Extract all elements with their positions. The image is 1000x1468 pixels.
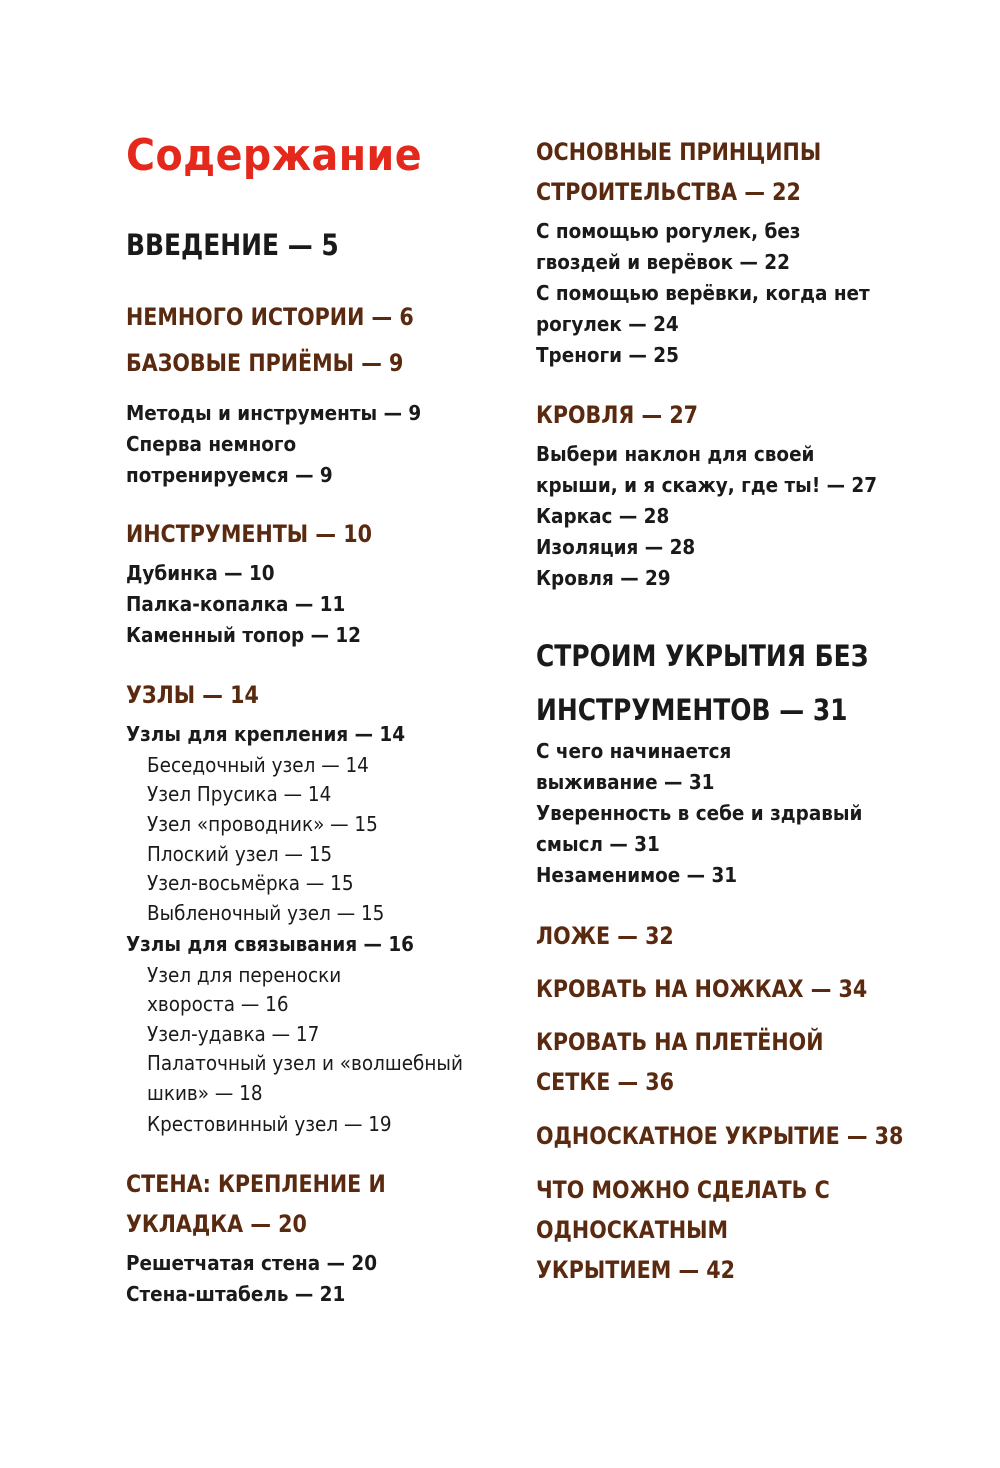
toc-item-forks-line2[interactable]: гвоздей и верёвок — 22 <box>536 250 790 274</box>
toc-item-practice-line2[interactable]: потренируемся — 9 <box>126 463 333 487</box>
toc-item-fastening-knots[interactable]: Узлы для крепления — 14 <box>126 722 406 746</box>
section-heading-basic-techniques[interactable]: БАЗОВЫЕ ПРИЁМЫ — 9 <box>126 349 404 377</box>
section-heading-woven-bed-line2[interactable]: СЕТКЕ — 36 <box>536 1068 675 1096</box>
section-heading-principles-line1[interactable]: ОСНОВНЫЕ ПРИНЦИПЫ <box>536 138 822 166</box>
section-heading-lean-to-uses-line1[interactable]: ЧТО МОЖНО СДЕЛАТЬ С <box>536 1176 830 1204</box>
toc-item-insulation[interactable]: Изоляция — 28 <box>536 535 696 559</box>
toc-item-essential[interactable]: Незаменимое — 31 <box>536 863 738 887</box>
toc-item-confidence-line2[interactable]: смысл — 31 <box>536 832 660 856</box>
section-heading-lean-to-uses-line2[interactable]: ОДНОСКАТНЫМ <box>536 1216 729 1244</box>
toc-subitem-figure-eight[interactable]: Узел-восьмёрка — 15 <box>147 871 354 895</box>
toc-item-tripods[interactable]: Треноги — 25 <box>536 343 679 367</box>
section-heading-knots[interactable]: УЗЛЫ — 14 <box>126 681 259 709</box>
toc-item-survival-line1[interactable]: С чего начинается <box>536 739 732 763</box>
section-heading-wall-line1[interactable]: СТЕНА: КРЕПЛЕНИЕ И <box>126 1170 386 1198</box>
toc-item-slope-line2[interactable]: крыши, и я скажу, где ты! — 27 <box>536 473 878 497</box>
toc-subitem-firewood-knot-line1[interactable]: Узел для переноски <box>147 963 342 987</box>
toc-item-roofing[interactable]: Кровля — 29 <box>536 566 671 590</box>
toc-item-rope-line1[interactable]: С помощью верёвки, когда нет <box>536 281 870 305</box>
toc-item-confidence-line1[interactable]: Уверенность в себе и здравый <box>536 801 863 825</box>
toc-subitem-firewood-knot-line2[interactable]: хвороста — 16 <box>147 992 289 1016</box>
section-heading-wall-line2[interactable]: УКЛАДКА — 20 <box>126 1210 307 1238</box>
toc-item-stack-wall[interactable]: Стена-штабель — 21 <box>126 1282 346 1306</box>
section-heading-woven-bed-line1[interactable]: КРОВАТЬ НА ПЛЕТЁНОЙ <box>536 1028 824 1056</box>
toc-item-rope-line2[interactable]: рогулек — 24 <box>536 312 679 336</box>
section-heading-introduction[interactable]: ВВЕДЕНИЕ — 5 <box>126 228 339 262</box>
section-heading-bed[interactable]: ЛОЖЕ — 32 <box>536 922 674 950</box>
toc-subitem-guide-knot[interactable]: Узел «проводник» — 15 <box>147 812 378 836</box>
toc-item-practice-line1[interactable]: Сперва немного <box>126 432 297 456</box>
toc-item-stone-axe[interactable]: Каменный топор — 12 <box>126 623 361 647</box>
section-heading-no-tools-line2[interactable]: ИНСТРУМЕНТОВ — 31 <box>536 693 848 727</box>
section-heading-principles-line2[interactable]: СТРОИТЕЛЬСТВА — 22 <box>536 178 801 206</box>
toc-item-lattice-wall[interactable]: Решетчатая стена — 20 <box>126 1251 378 1275</box>
section-heading-lean-to[interactable]: ОДНОСКАТНОЕ УКРЫТИЕ — 38 <box>536 1122 904 1150</box>
section-heading-no-tools-line1[interactable]: СТРОИМ УКРЫТИЯ БЕЗ <box>536 639 869 673</box>
toc-item-club[interactable]: Дубинка — 10 <box>126 561 275 585</box>
toc-subitem-noose[interactable]: Узел-удавка — 17 <box>147 1022 320 1046</box>
toc-item-forks-line1[interactable]: С помощью рогулек, без <box>536 219 801 243</box>
toc-subitem-bowline[interactable]: Беседочный узел — 14 <box>147 753 369 777</box>
section-heading-legged-bed[interactable]: КРОВАТЬ НА НОЖКАХ — 34 <box>536 975 868 1003</box>
toc-item-frame[interactable]: Каркас — 28 <box>536 504 670 528</box>
toc-item-binding-knots[interactable]: Узлы для связывания — 16 <box>126 932 414 956</box>
toc-item-digging-stick[interactable]: Палка-копалка — 11 <box>126 592 346 616</box>
section-heading-tools[interactable]: ИНСТРУМЕНТЫ — 10 <box>126 520 372 548</box>
toc-subitem-tent-knot-line1[interactable]: Палаточный узел и «волшебный <box>147 1051 463 1075</box>
toc-item-survival-line2[interactable]: выживание — 31 <box>536 770 715 794</box>
toc-item-slope-line1[interactable]: Выбери наклон для своей <box>536 442 815 466</box>
toc-subitem-prusik[interactable]: Узел Прусика — 14 <box>147 782 332 806</box>
toc-subitem-tent-knot-line2[interactable]: шкив» — 18 <box>147 1081 263 1105</box>
section-heading-history[interactable]: НЕМНОГО ИСТОРИИ — 6 <box>126 303 414 331</box>
toc-title: Содержание <box>126 130 423 181</box>
toc-subitem-cross-knot[interactable]: Крестовинный узел — 19 <box>147 1112 392 1136</box>
toc-subitem-clove-hitch[interactable]: Выбленочный узел — 15 <box>147 901 385 925</box>
section-heading-roofing[interactable]: КРОВЛЯ — 27 <box>536 401 699 429</box>
toc-subitem-reef-knot[interactable]: Плоский узел — 15 <box>147 842 333 866</box>
section-heading-lean-to-uses-line3[interactable]: УКРЫТИЕМ — 42 <box>536 1256 736 1284</box>
toc-item-methods-tools[interactable]: Методы и инструменты — 9 <box>126 401 422 425</box>
